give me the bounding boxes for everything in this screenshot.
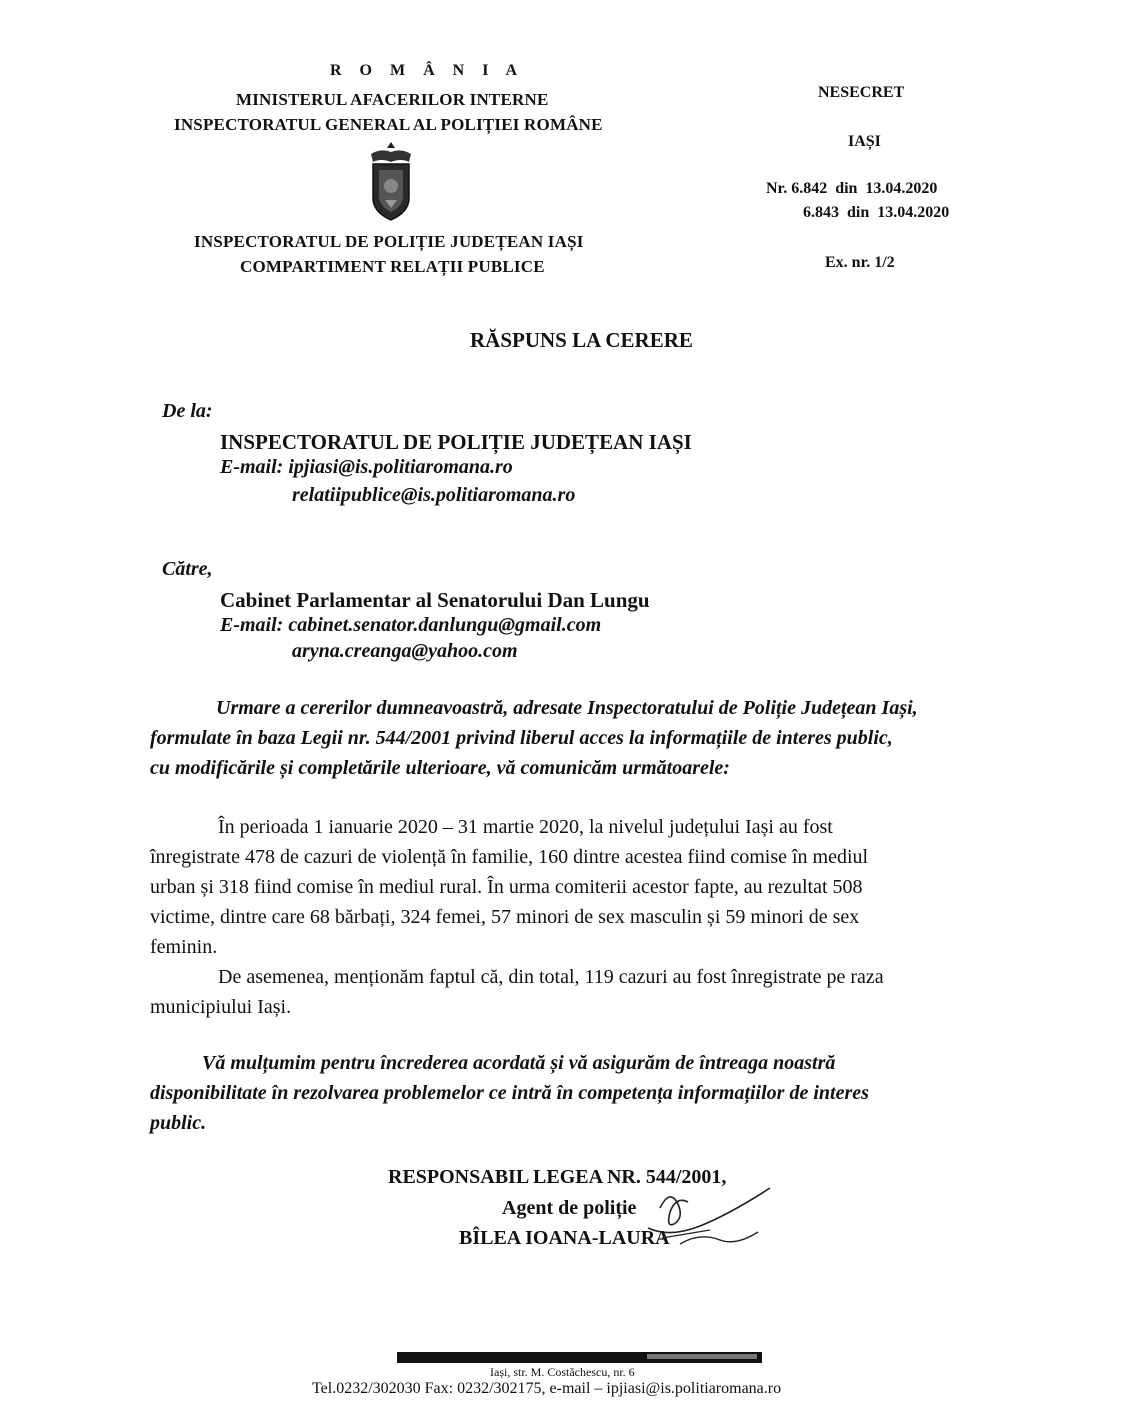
body-line: victime, dintre care 68 bărbați, 324 femei, 57 minori de sex masculin și 59 minori de sex xyxy=(150,906,860,928)
registration-number-1: Nr. 6.842 din 13.04.2020 xyxy=(766,180,938,197)
to-email-1: E-mail: cabinet.senator.danlungu@gmail.com xyxy=(220,614,602,636)
statistics-paragraph xyxy=(150,812,1016,962)
body-line: municipiului Iași. xyxy=(150,996,292,1018)
to-email-2: aryna.creanga@yahoo.com xyxy=(292,640,518,662)
department-name: COMPARTIMENT RELAȚII PUBLICE xyxy=(240,257,545,276)
footer-address: Iași, str. M. Costăchescu, nr. 6 xyxy=(490,1365,635,1379)
closing-line: public. xyxy=(150,1112,207,1134)
body-line: înregistrate 478 de cazuri de violență în familie, 160 dintre acestea fiind comise în mediul xyxy=(150,846,869,868)
classification-level: NESECRET xyxy=(818,84,905,101)
body-line: De asemenea, menționăm faptul că, din total, 119 cazuri au fost înregistrate pe raza xyxy=(218,966,884,988)
footer-bar xyxy=(397,1352,762,1363)
to-label: Către, xyxy=(162,558,213,580)
body-line: feminin. xyxy=(150,936,218,958)
intro-line: cu modificările și completările ulterioare, vă comunicăm următoarele: xyxy=(150,757,730,779)
intro-paragraph xyxy=(150,693,1016,783)
handwritten-signature-icon xyxy=(640,1168,780,1258)
ministry-name: MINISTERUL AFACERILOR INTERNE xyxy=(236,90,549,109)
closing-line: Vă mulțumim pentru încrederea acordată și vă asigurăm de întreaga noastră xyxy=(202,1052,836,1074)
closing-paragraph xyxy=(150,1048,1016,1138)
document-title: RĂSPUNS LA CERERE xyxy=(470,328,693,352)
closing-line: disponibilitate în rezolvarea problemelor ce intră în competența informațiilor de interes xyxy=(150,1082,869,1104)
body-line: urban și 318 fiind comise în mediul rural. În urma comiterii acestor fapte, au rezultat 508 xyxy=(150,876,863,898)
city-name: IAȘI xyxy=(848,133,881,150)
coat-of-arms-icon xyxy=(365,140,417,224)
county-inspectorate-name: INSPECTORATUL DE POLIȚIE JUDEȚEAN IAȘI xyxy=(194,232,584,251)
signatory-role: RESPONSABIL LEGEA NR. 544/2001, xyxy=(388,1166,727,1188)
signatory-name: BÎLEA IOANA-LAURA xyxy=(459,1227,670,1249)
from-email-1: E-mail: ipjiasi@is.politiaromana.ro xyxy=(220,456,513,478)
body-line: În perioada 1 ianuarie 2020 – 31 martie 2020, la nivelul județului Iași au fost xyxy=(218,816,833,838)
copy-number: Ex. nr. 1/2 xyxy=(825,254,895,271)
signatory-rank: Agent de poliție xyxy=(502,1197,637,1219)
inspectorate-general-name: INSPECTORATUL GENERAL AL POLIȚIEI ROMÂNE xyxy=(174,115,603,134)
footer-contact: Tel.0232/302030 Fax: 0232/302175, e-mail – ipjiasi@is.politiaromana.ro xyxy=(312,1380,782,1397)
municipality-paragraph xyxy=(150,962,1016,1022)
from-email-2: relatiipublice@is.politiaromana.ro xyxy=(292,484,576,506)
intro-line: Urmare a cererilor dumneavoastră, adresate Inspectoratului de Poliție Județean Iași, xyxy=(216,697,918,719)
from-name: INSPECTORATUL DE POLIȚIE JUDEȚEAN IAȘI xyxy=(220,430,692,454)
from-label: De la: xyxy=(162,400,213,422)
country-name: R O M Â N I A xyxy=(330,62,525,79)
to-name: Cabinet Parlamentar al Senatorului Dan Lungu xyxy=(220,588,650,612)
registration-number-2: 6.843 din 13.04.2020 xyxy=(803,204,950,221)
intro-line: formulate în baza Legii nr. 544/2001 privind liberul acces la informațiile de interes public, xyxy=(150,727,893,749)
